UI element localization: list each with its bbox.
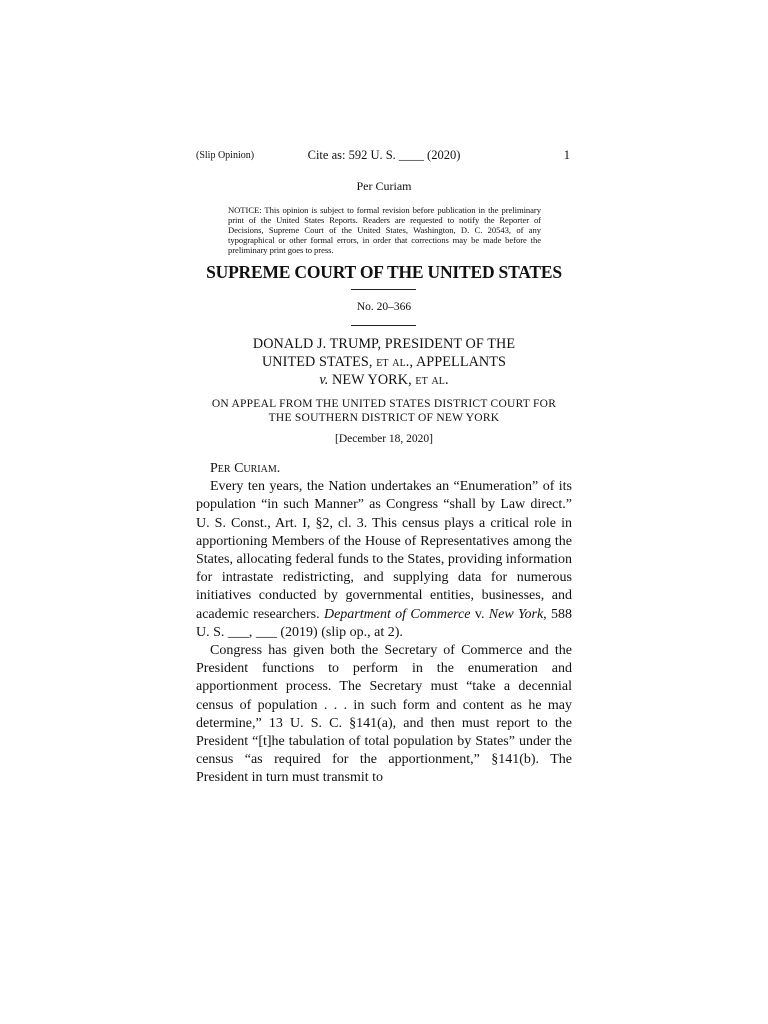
running-header (196, 148, 572, 164)
appeal-heading (196, 397, 572, 425)
slip-opinion-label: (Slip Opinion) (196, 150, 255, 161)
et-al: et al. (415, 372, 449, 388)
paragraph-text: , 588 U. S. ___, ___ (2019) (slip op., at 2). (196, 606, 572, 640)
publication-notice: NOTICE: This opinion is subject to formal revision before publication in the preliminary print of the United States Reports. Readers are requested to notify the Reporter of Decisions, Supreme Court of the United States, Washington, D. C. 20543, of any typographical or other formal errors, in order that corrections may be made before the preliminary print goes to press. (228, 205, 541, 255)
divider-rule (351, 325, 416, 326)
caption-text: UNITED STATES, (261, 354, 373, 370)
case-name: New York (488, 606, 544, 622)
decision-date: [December 18, 2020] (334, 433, 434, 445)
caption-text: NEW YORK, (328, 372, 412, 388)
paragraph-text: Every ten years, the Nation undertakes an “Enumeration” of its population “in such Manner” as Congress “shall by Law direct.” U. S. Const., Art. I, §2, cl. 3. This census plays a critical role in apportioning Members of the House of Representatives among the States, allocating federal funds to the States, providing information for intrastate redistricting, and supplying data for numerous initiatives conducted by governmental entities, businesses, and academic researchers. (196, 479, 572, 622)
court-name: SUPREME COURT OF THE UNITED STATES (206, 262, 562, 282)
per-curiam-heading: Per Curiam (356, 179, 412, 193)
page-number: 1 (563, 148, 570, 162)
opinion-label-paragraph (196, 460, 572, 478)
case-caption (196, 335, 572, 389)
et-al: et al. (376, 354, 410, 370)
opinion-label: Per Curiam. (210, 461, 281, 476)
caption-text: , APPELLANTS (409, 354, 507, 370)
divider-rule (351, 289, 416, 290)
paragraph (196, 478, 572, 642)
citation: Cite as: 592 U. S. ____ (2020) (307, 148, 461, 162)
docket-number: No. 20–366 (356, 301, 412, 313)
paragraph: Congress has given both the Secretary of Commerce and the President functions to perform in the enumeration and apportionment process. The Secretary must “take a decennial census of population . . . in such form and content as he may determine,” 13 U. S. C. §141(a), and then must report to the President “[t]he tabulation of total population by States” under the census “as required for the apportionment,” §141(b). The President in turn must transmit to (196, 643, 572, 786)
appeal-line: THE SOUTHERN DISTRICT OF NEW YORK (268, 412, 500, 424)
appeal-line: ON APPEAL FROM THE UNITED STATES DISTRICT COURT FOR (211, 398, 557, 410)
case-name: Department of Commerce (323, 606, 471, 622)
caption-line: DONALD J. TRUMP, PRESIDENT OF THE (252, 336, 516, 352)
caption-line (196, 353, 572, 371)
versus: v. (319, 372, 329, 388)
opinion-body (196, 460, 572, 788)
caption-line (196, 371, 572, 389)
versus: v. (470, 606, 489, 622)
